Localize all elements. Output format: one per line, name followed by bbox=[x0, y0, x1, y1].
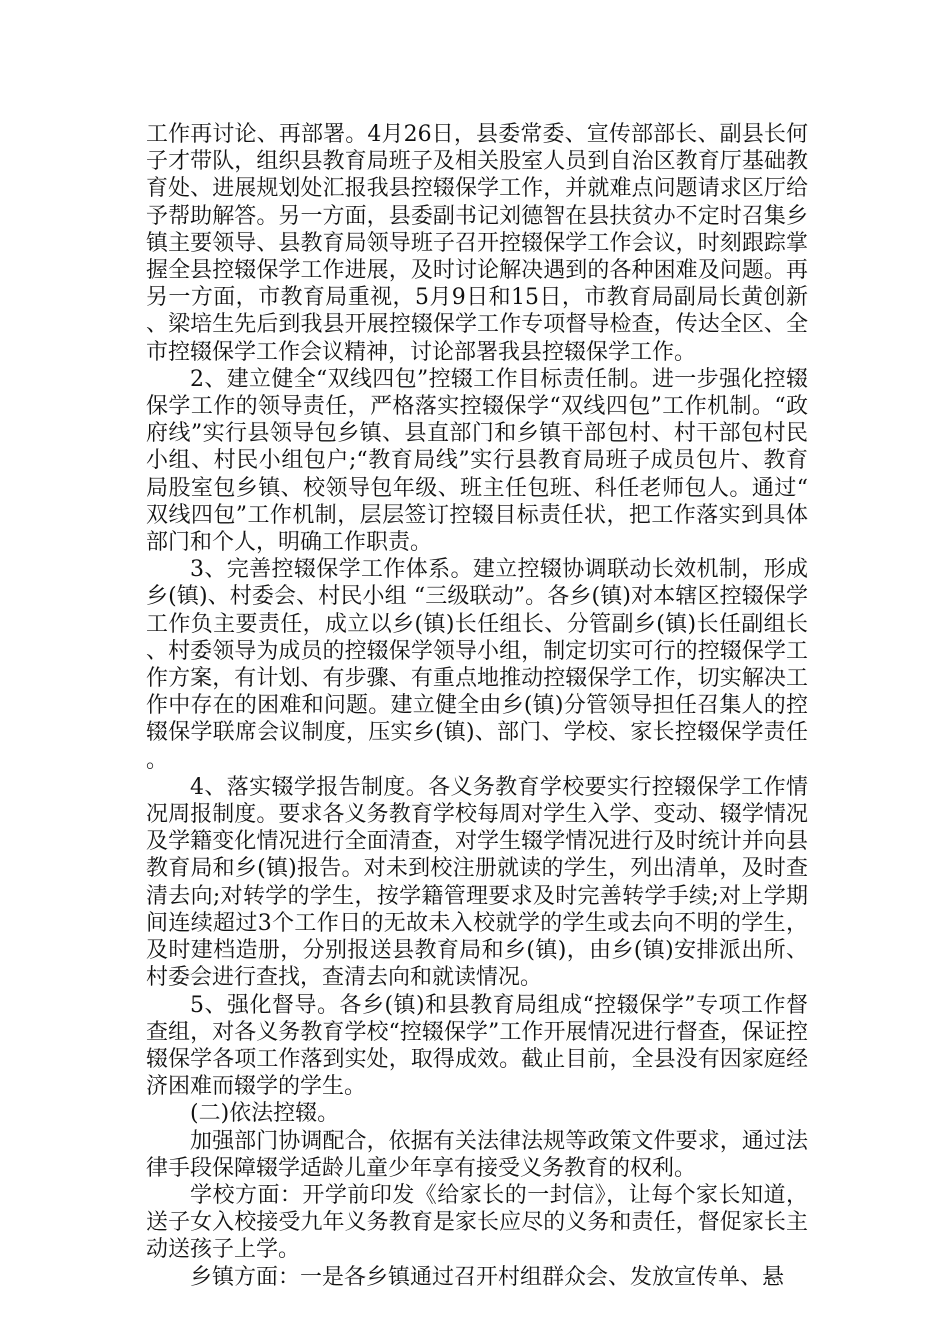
paragraph-township-side: 乡镇方面：一是各乡镇通过召开村组群众会、发放宣传单、悬 bbox=[190, 1264, 785, 1290]
section-heading-lawful-control: (二)依法控辍。 bbox=[190, 1101, 340, 1127]
paragraph-item-5: 5、强化督导。各乡(镇)和县教育局组成“控辍保学”专项工作督查组，对各义务教育学校“控辍保学”工作开展情况进行督查，保证控辍保学各项工作落到实处，取得成效。截止目前，全县没有因家庭经济困难而辍学的学生。 bbox=[146, 992, 808, 1100]
document-body bbox=[146, 121, 808, 1291]
paragraph-item-2: 2、建立健全“双线四包”控辍工作目标责任制。进一步强化控辍保学工作的领导责任，严格落实控辍保学“双线四包”工作机制。“政府线”实行县领导包乡镇、县直部门和乡镇干部包村、村干部包村民小组、村民小组包户;“教育局线”实行县教育局班子成员包片、教育局股室包乡镇、校领导包年级、班主任包班、科任老师包人。通过“双线四包”工作机制，层层签订控辍目标责任状，把工作落实到具体部门和个人，明确工作职责。 bbox=[146, 366, 808, 556]
paragraph-item-4: 4、落实辍学报告制度。各义务教育学校要实行控辍保学工作情况周报制度。要求各义务教育学校每周对学生入学、变动、辍学情况及学籍变化情况进行全面清查，对学生辍学情况进行及时统计并向县教育局和乡(镇)报告。对未到校注册就读的学生，列出清单，及时查清去向;对转学的学生，按学籍管理要求及时完善转学手续;对上学期间连续超过3个工作日的无故未入校就学的学生或去向不明的学生，及时建档造册，分别报送县教育局和乡(镇)，由乡(镇)安排派出所、村委会进行查找，查清去向和就读情况。 bbox=[146, 774, 808, 991]
paragraph-legal-means: 加强部门协调配合，依据有关法律法规等政策文件要求，通过法律手段保障辍学适龄儿童少年享有接受义务教育的权利。 bbox=[146, 1128, 808, 1181]
paragraph-item-3: 3、完善控辍保学工作体系。建立控辍协调联动长效机制，形成乡(镇)、村委会、村民小组 “三级联动”。各乡(镇)对本辖区控辍保学工作负主要责任，成立以乡(镇)长任组长、分管副乡(镇)长任副组长、村委领导为成员的控辍保学领导小组，制定切实可行的控辍保学工作方案，有计划、有步骤、有重点地推动控辍保学工作，切实解决工作中存在的困难和问题。建立健全由乡(镇)分管领导担任召集人的控辍保学联席会议制度，压实乡(镇)、部门、学校、家长控辍保学责任。 bbox=[146, 557, 808, 773]
paragraph-school-side: 学校方面：开学前印发《给家长的一封信》，让每个家长知道，送子女入校接受九年义务教育是家长应尽的义务和责任，督促家长主动送孩子上学。 bbox=[146, 1182, 808, 1263]
paragraph-continuation: 工作再讨论、再部署。4月26日，县委常委、宣传部部长、副县长何子才带队，组织县教育局班子及相关股室人员到自治区教育厅基础教育处、进展规划处汇报我县控辍保学工作，并就难点问题请求区厅给予帮助解答。另一方面，县委副书记刘德智在县扶贫办不定时召集乡镇主要领导、县教育局领导班子召开控辍保学工作会议，时刻跟踪掌握全县控辍保学工作进展，及时讨论解决遇到的各种困难及问题。再另一方面，市教育局重视，5月9日和15日，市教育局副局长黄创新、梁培生先后到我县开展控辍保学工作专项督导检查，传达全区、全市控辍保学工作会议精神，讨论部署我县控辍保学工作。 bbox=[146, 122, 808, 365]
